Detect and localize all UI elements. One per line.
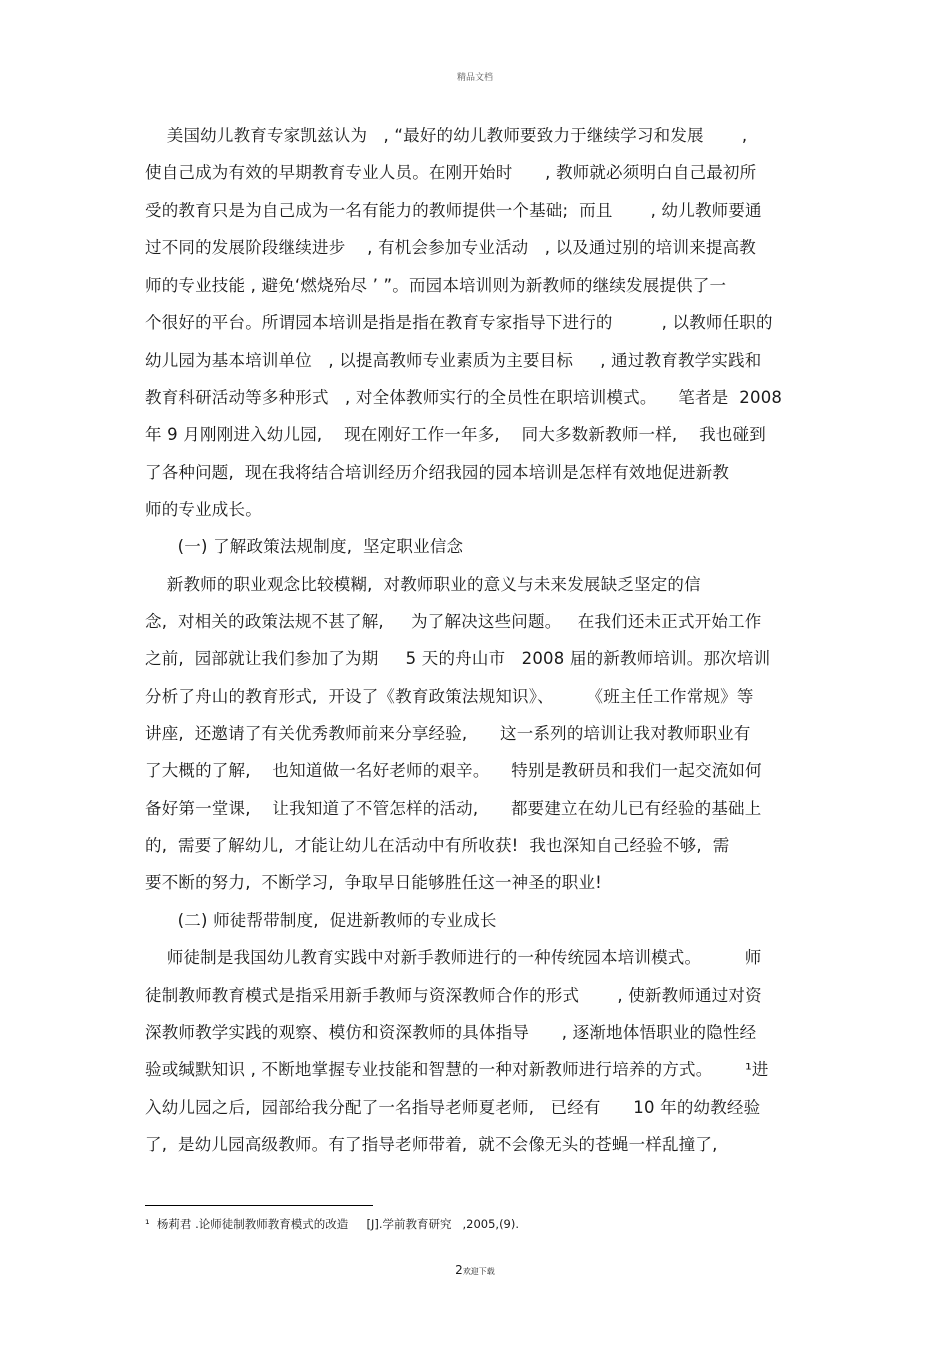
section-heading: (一) 了解政策法规制度, 坚定职业信念 — [145, 537, 464, 556]
text-line: 验或缄默知识 , 不断地掌握专业技能和智慧的一种对新教师进行培养的方式。 ¹进 — [145, 1060, 769, 1079]
text-line: 新教师的职业观念比较模糊, 对教师职业的意义与未来发展缺乏坚定的信 — [145, 575, 701, 594]
text-line: 了大概的了解, 也知道做一名好老师的艰辛。 特别是教研员和我们一起交流如何 — [145, 761, 762, 780]
footer-label: 欢迎下载 — [462, 1267, 495, 1276]
page-number: 2 — [455, 1263, 463, 1277]
page-footer — [0, 1263, 950, 1277]
text-line: 了, 是幼儿园高级教师。有了指导老师带着, 就不会像无头的苍蝇一样乱撞了, — [145, 1135, 718, 1154]
text-line: 要不断的努力, 不断学习, 争取早日能够胜任这一神圣的职业! — [145, 873, 602, 892]
text-line: 分析了舟山的教育形式, 开设了《教育政策法规知识》、 《班主任工作常规》等 — [145, 687, 754, 706]
text-line: 备好第一堂课, 让我知道了不管怎样的活动, 都要建立在幼儿已有经验的基础上 — [145, 799, 762, 818]
footnote-divider — [145, 1205, 373, 1206]
text-line: 美国幼儿教育专家凯兹认为 , “最好的幼儿教师要致力于继续学习和发展 , — [145, 126, 748, 145]
text-line: 师的专业成长。 — [145, 500, 262, 519]
page-header: 精品文档 — [456, 73, 493, 83]
text-line: 师徒制是我国幼儿教育实践中对新手教师进行的一种传统园本培训模式。 师 — [145, 948, 762, 967]
text-line: 念, 对相关的政策法规不甚了解, 为了解决这些问题。 在我们还未正式开始工作 — [145, 612, 762, 631]
text-line: 之前, 园部就让我们参加了为期 5 天的舟山市 2008 届的新教师培训。那次培训 — [145, 649, 771, 668]
text-line: 入幼儿园之后, 园部给我分配了一名指导老师夏老师, 已经有 10 年的幼教经验 — [145, 1098, 761, 1117]
text-line: 深教师教学实践的观察、模仿和资深教师的具体指导 , 逐渐地体悟职业的隐性经 — [145, 1023, 757, 1042]
text-line: 师的专业技能 , 避免‘燃烧殆尽 ’ ”。而园本培训则为新教师的继续发展提供了一 — [145, 276, 727, 295]
text-line: 过不同的发展阶段继续进步 , 有机会参加专业活动 , 以及通过别的培训来提高教 — [145, 238, 756, 257]
text-line: 使自己成为有效的早期教育专业人员。在刚开始时 , 教师就必须明白自己最初所 — [145, 163, 757, 182]
text-line: 的, 需要了解幼儿, 才能让幼儿在活动中有所收获! 我也深知自己经验不够, 需 — [145, 836, 730, 855]
section-heading: (二) 师徒帮带制度, 促进新教师的专业成长 — [145, 911, 497, 930]
text-line: 幼儿园为基本培训单位 , 以提高教师专业素质为主要目标 , 通过教育教学实践和 — [145, 351, 762, 370]
text-line: 教育科研活动等多种形式 , 对全体教师实行的全员性在职培训模式。 笔者是 2008 — [145, 388, 783, 407]
text-line: 了各种问题, 现在我将结合培训经历介绍我园的园本培训是怎样有效地促进新教 — [145, 463, 730, 482]
text-line: 受的教育只是为自己成为一名有能力的教师提供一个基础; 而且 , 幼儿教师要通 — [145, 201, 762, 220]
text-line: 个很好的平台。所谓园本培训是指是指在教育专家指导下进行的 , 以教师任职的 — [145, 313, 773, 332]
text-line: 年 9 月刚刚进入幼儿园, 现在刚好工作一年多, 同大多数新教师一样, 我也碰到 — [145, 425, 766, 444]
footnote: ¹ 杨莉君 .论师徒制教师教育模式的改造 [J].学前教育研究 ,2005,(9). — [145, 1217, 520, 1231]
text-line: 徒制教师教育模式是指采用新手教师与资深教师合作的形式 , 使新教师通过对资 — [145, 986, 762, 1005]
text-line: 讲座, 还邀请了有关优秀教师前来分享经验, 这一系列的培训让我对教师职业有 — [145, 724, 751, 743]
